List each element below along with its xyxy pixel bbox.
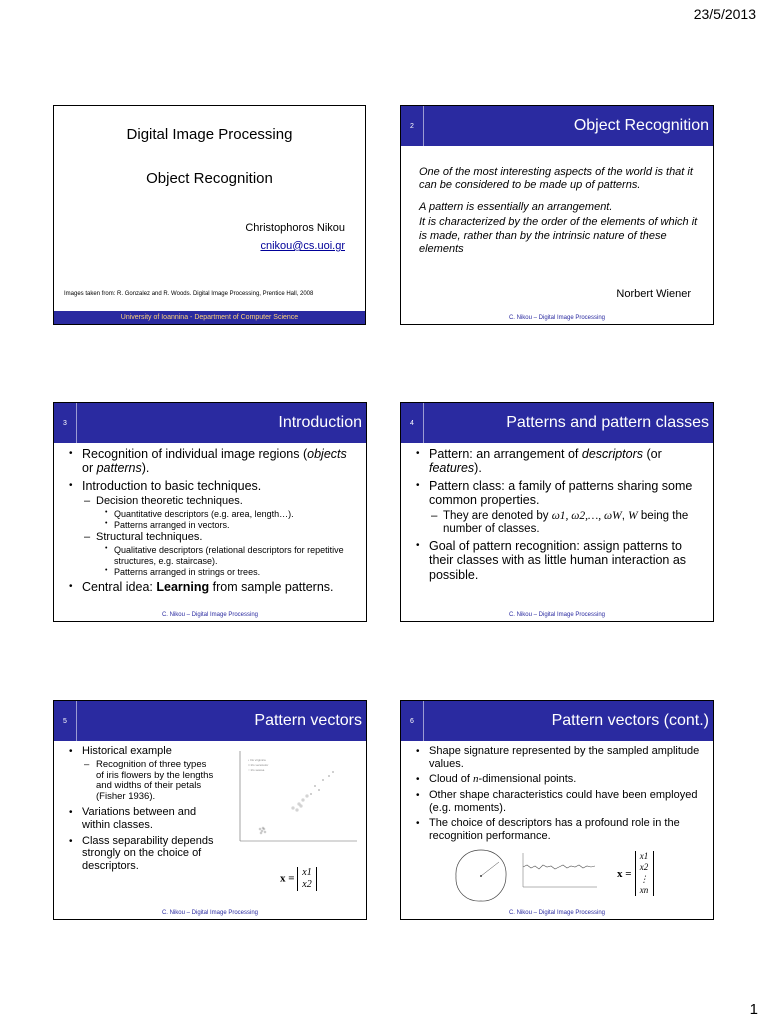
svg-text:• Iris virginica: • Iris virginica xyxy=(248,758,266,762)
bullet: • Historical example – Recognition of three types of iris flowers by the lengths and widths of their petals (Fisher 1936). xyxy=(66,745,216,803)
slide-1-affiliation-bar: University of Ioannina - Department of Computer Science xyxy=(54,311,365,324)
slide-6 xyxy=(400,700,714,920)
quote-author: Norbert Wiener xyxy=(616,288,691,300)
slide-number: 2 xyxy=(410,122,414,130)
slide-1-author: Christophoros Nikou xyxy=(245,222,345,234)
iris-scatter-plot xyxy=(232,749,362,849)
slide-number: 4 xyxy=(410,419,414,427)
bullet: • Shape signature represented by the sampled amplitude values. xyxy=(413,745,705,770)
vector-ellipsis: ⋮ xyxy=(639,873,649,884)
vector-element: x1 xyxy=(639,851,649,861)
slide-header xyxy=(54,701,366,741)
bullet: • Central idea: Learning from sample patterns. xyxy=(66,580,358,594)
bullet: • Variations between and within classes. xyxy=(66,806,216,831)
bullet: • Goal of pattern recognition: assign patterns to their classes with as little human interaction as possible. xyxy=(413,539,705,582)
shape-signature-plot xyxy=(519,851,599,896)
slide-title: Patterns and pattern classes xyxy=(506,414,709,431)
sub-bullet: – Recognition of three types of iris flowers by the lengths and widths of their petals (Fisher 1936). xyxy=(82,760,216,804)
print-date: 23/5/2013 xyxy=(693,6,756,22)
slide-1 xyxy=(53,105,366,325)
page-number: 1 xyxy=(749,1001,758,1018)
slide-number: 3 xyxy=(63,419,67,427)
slide-3 xyxy=(53,402,367,622)
slide-1-email-link[interactable]: cnikou@cs.uoi.gr xyxy=(260,240,345,252)
slide-number: 5 xyxy=(63,717,67,725)
slide-title: Object Recognition xyxy=(573,117,709,134)
slide-2 xyxy=(400,105,714,325)
sub-bullet: – Structural techniques. • Qualitative descriptors (relational descriptors for repetitive structures, e.g. staircase). • Patterns arranged in strings or trees. xyxy=(82,531,358,577)
quote-line: One of the most interesting aspects of the world is that it can be considered to be made up of patterns. xyxy=(419,166,693,192)
quote-line: It is characterized by the order of the elements of which it is made, rather than by the intrinsic nature of these elements xyxy=(419,216,698,256)
slide-1-subtitle: Object Recognition xyxy=(146,170,273,187)
slide-body xyxy=(66,745,216,876)
slide-title: Introduction xyxy=(278,414,362,431)
svg-text:□ Iris versicolor: □ Iris versicolor xyxy=(248,763,269,767)
vector-label: x = xyxy=(617,867,632,880)
bullet: • Pattern: an arrangement of descriptors (or features). xyxy=(413,447,705,476)
slide-footer: C. Nikou – Digital Image Processing xyxy=(508,612,606,618)
slide-2-quote xyxy=(419,166,703,264)
slide-header xyxy=(401,403,713,443)
slide-number: 6 xyxy=(410,717,414,725)
pattern-vector xyxy=(617,851,654,896)
sub-sub-bullet: • Patterns arranged in strings or trees. xyxy=(104,567,358,578)
slide-header xyxy=(54,403,366,443)
vector-element: x1 xyxy=(302,867,312,878)
vector-element: xn xyxy=(639,884,649,895)
slide-title: Pattern vectors xyxy=(254,712,362,729)
bullet: • Cloud of n-dimensional points. xyxy=(413,773,705,786)
sub-bullet: – Decision theoretic techniques. • Quantitative descriptors (e.g. area, length…). • Patterns arranged in vectors. xyxy=(82,495,358,530)
slide-footer: C. Nikou – Digital Image Processing xyxy=(508,910,606,916)
slide-footer: C. Nikou – Digital Image Processing xyxy=(161,612,259,618)
slide-header xyxy=(401,701,713,741)
svg-text:○ Iris setosa: ○ Iris setosa xyxy=(248,768,265,772)
slide-footer: C. Nikou – Digital Image Processing xyxy=(161,910,259,916)
slide-header xyxy=(401,106,713,146)
sub-sub-bullet: • Patterns arranged in vectors. xyxy=(104,520,358,531)
vector-element: x2 xyxy=(302,879,312,890)
bullet: • Other shape characteristics could have been employed (e.g. moments). xyxy=(413,789,705,814)
slide-footer: C. Nikou – Digital Image Processing xyxy=(508,315,606,321)
vector-label: x = xyxy=(280,872,295,885)
sub-sub-bullet: • Qualitative descriptors (relational descriptors for repetitive structures, e.g. staircase). xyxy=(104,545,358,567)
bullet: • The choice of descriptors has a profound role in the recognition performance. xyxy=(413,817,705,842)
bullet: • Introduction to basic techniques. – Decision theoretic techniques. • Quantitative descriptors (e.g. area, length…). • Patterns arranged in vectors. – Structural techniques. • Qualitative descriptors (relational descriptors for repetitive structures, e.g. staircase). • Patterns arranged in strings or trees. xyxy=(66,479,358,578)
bullet: • Recognition of individual image regions (objects or patterns). xyxy=(66,447,358,476)
sub-sub-bullet: • Quantitative descriptors (e.g. area, length…). xyxy=(104,509,358,520)
bullet: • Pattern class: a family of patterns sharing some common properties. – They are denoted by ω1, ω2,…, ωW, W being the number of classes. xyxy=(413,479,705,536)
slide-1-title: Digital Image Processing xyxy=(126,126,293,143)
sub-bullet: – They are denoted by ω1, ω2,…, ωW, W being the number of classes. xyxy=(429,510,705,536)
vector-element: x2 xyxy=(639,862,649,873)
slide-1-image-credit: Images taken from: R. Gonzalez and R. Woods. Digital Image Processing, Prentice Hall, 2008 xyxy=(64,291,314,297)
slide-5 xyxy=(53,700,367,920)
quote-line: A pattern is essentially an arrangement. xyxy=(419,200,613,213)
slide-body xyxy=(413,447,705,585)
pattern-vector xyxy=(280,867,317,891)
slide-body xyxy=(66,447,358,598)
bullet: • Class separability depends strongly on the choice of descriptors. xyxy=(66,835,216,873)
slide-title: Pattern vectors (cont.) xyxy=(551,712,709,729)
shape-boundary-figure xyxy=(451,846,511,906)
slide-body xyxy=(413,745,705,845)
slide-4 xyxy=(400,402,714,622)
